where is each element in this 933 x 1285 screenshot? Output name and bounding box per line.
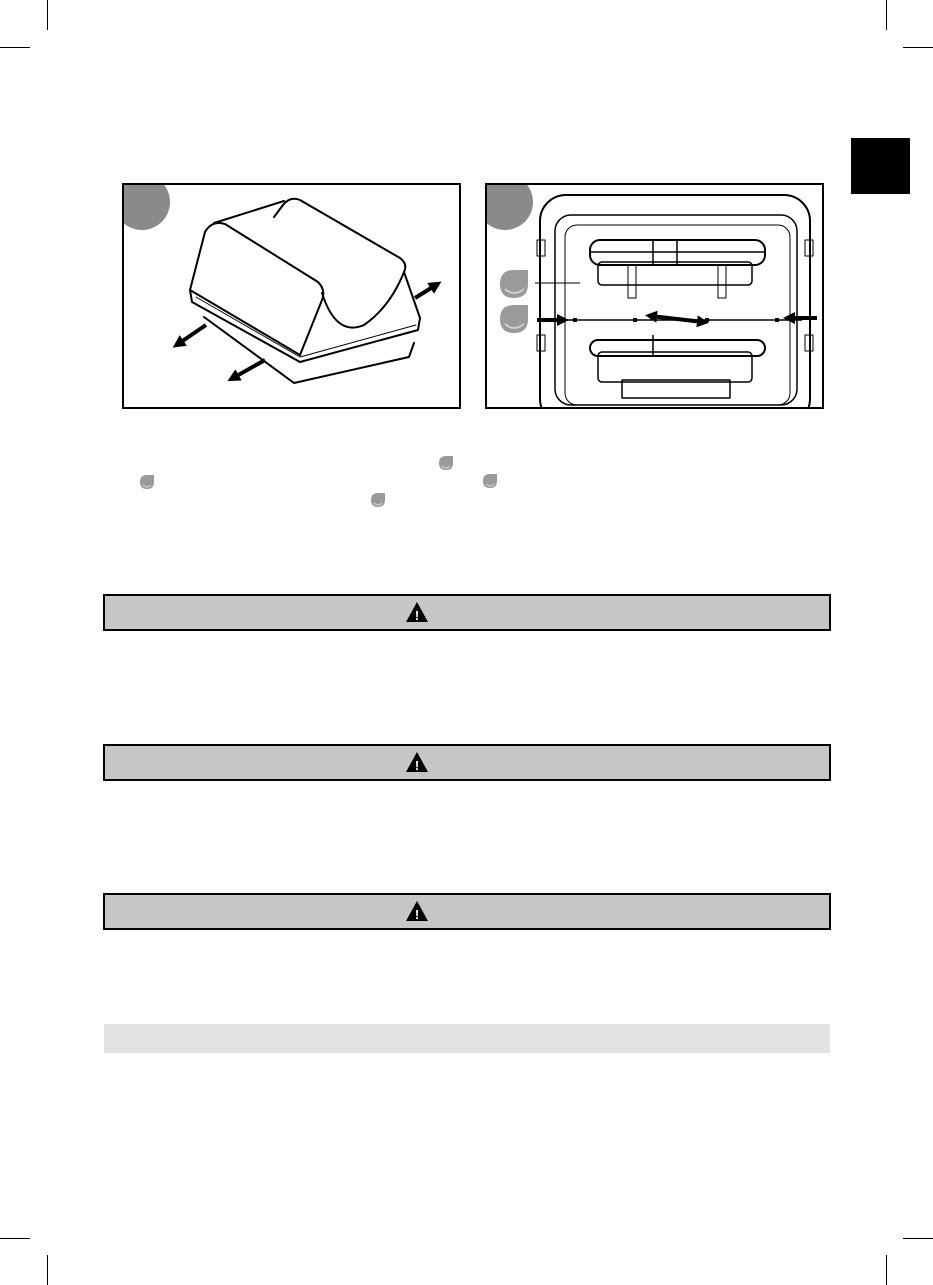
callout-drop-icon	[139, 474, 155, 490]
crop-mark-bottom-left-h	[0, 1238, 30, 1239]
arrow-bottom	[233, 360, 265, 378]
crop-mark-top-left-v	[47, 0, 48, 30]
top-tab-left	[628, 265, 636, 298]
warning-triangle-icon	[405, 900, 429, 922]
arrow-center-double	[651, 316, 703, 322]
trough-curve	[322, 272, 404, 328]
tray-outer	[540, 195, 810, 407]
top-tab-right	[718, 265, 726, 298]
callout-drop-icon	[500, 305, 528, 333]
bottom-handle	[590, 340, 765, 356]
callout-drop-icon	[482, 473, 498, 489]
latch-point	[705, 318, 709, 322]
rear-top-edge	[214, 201, 284, 223]
latch-point	[573, 318, 577, 322]
figure-number-badge	[487, 185, 533, 230]
crop-mark-top-right-h	[903, 47, 933, 48]
warning-glyph: !	[414, 608, 420, 623]
latch-point	[633, 318, 637, 322]
callout-drop-icon	[370, 492, 386, 508]
crop-mark-bottom-right-h	[903, 1238, 933, 1239]
warning-triangle-icon	[405, 601, 429, 623]
callout-drop-icon	[438, 455, 454, 471]
callout-drop-icon	[500, 270, 528, 298]
crop-mark-bottom-right-v	[886, 1255, 887, 1285]
warning-triangle-icon	[405, 751, 429, 773]
crop-mark-top-left-h	[0, 47, 30, 48]
crop-mark-bottom-left-v	[47, 1255, 48, 1285]
tray-top-view-illustration	[487, 185, 822, 407]
front-ridge-edge	[205, 223, 323, 355]
base-rim	[190, 290, 420, 362]
warning-glyph: !	[414, 907, 420, 922]
warning-bar-2	[103, 744, 831, 781]
warning-bar-3	[103, 893, 831, 930]
note-bar	[104, 1024, 830, 1053]
base-inner-line	[196, 297, 416, 357]
arrow-right	[415, 285, 436, 298]
figure-2	[485, 183, 824, 409]
back-ridge-side	[274, 205, 283, 217]
figure-number-badge	[124, 185, 170, 230]
crop-mark-top-right-v	[886, 0, 887, 30]
warning-glyph: !	[414, 758, 420, 773]
back-ridge-edge	[283, 199, 405, 272]
arrow-left	[178, 325, 206, 344]
section-tab	[851, 138, 910, 194]
warning-bar-1	[103, 594, 831, 631]
holder-perspective-illustration	[124, 185, 459, 407]
latch-point	[775, 318, 779, 322]
figure-1	[122, 183, 461, 409]
front-ridge-face	[190, 232, 300, 355]
